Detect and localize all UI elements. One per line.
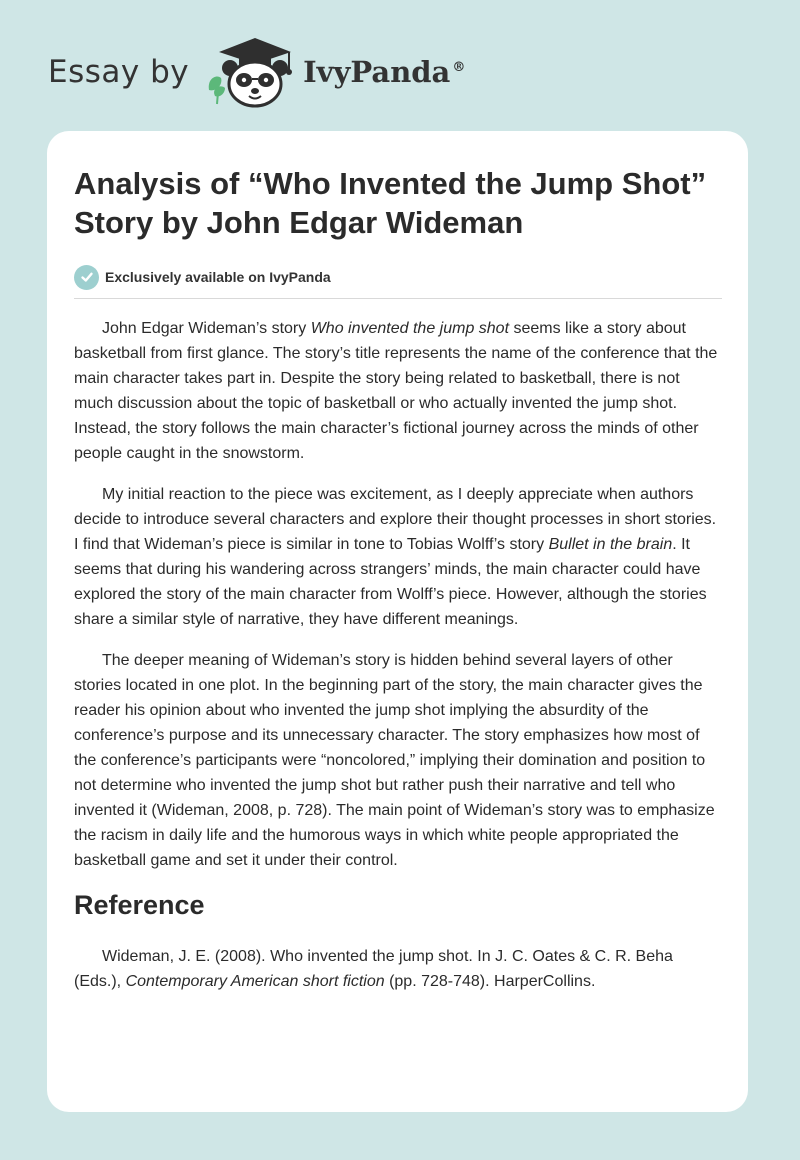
registered-mark: ® xyxy=(452,60,466,76)
title-divider xyxy=(74,298,722,299)
essay-body xyxy=(74,316,722,873)
check-circle-icon xyxy=(74,265,99,290)
body-paragraph: John Edgar Wideman’s story Who invented the jump shot seems like a story about basketball from first glance. The story’s title represents the name of the conference that the main character takes part in. Despite the story being related to basketball, there is not much discussion about the topic of basketball or who actually invented the jump shot. Instead, the story follows the main character’s fictional journey across the minds of other people caught in the snowstorm. xyxy=(74,320,718,462)
reference-entry: Wideman, J. E. (2008). Who invented the jump shot. In J. C. Oates & C. R. Beha (Eds.), Contemporary American short fiction (pp. 728-748). HarperCollins. xyxy=(74,948,673,990)
reference-heading: Reference xyxy=(74,890,205,920)
exclusive-badge-label: Exclusively available on IvyPanda xyxy=(105,269,331,285)
brand-name[interactable]: IvyPanda ® xyxy=(303,55,466,89)
panda-logo-icon[interactable] xyxy=(205,34,299,110)
essay-title: Analysis of “Who Invented the Jump Shot” Story by John Edgar Wideman xyxy=(74,166,707,240)
body-paragraph: My initial reaction to the piece was excitement, as I deeply appreciate when authors decide to introduce several characters and explore their thought processes in short stories. I find that Wideman’s piece is similar in tone to Tobias Wolff’s story Bullet in the brain. It seems that during his wandering across strangers’ minds, the main character could have explored the story of the main character from Wolff’s piece. However, although the stories share a similar style of narrative, they have different meanings. xyxy=(74,486,717,628)
body-paragraph: The deeper meaning of Wideman’s story is hidden behind several layers of other stories located in one plot. In the beginning part of the story, the main character gives the reader his opinion about who invented the jump shot implying the absurdity of the conference’s purpose and its unnecessary character. The story emphasizes how most of the conference’s participants were “noncolored,” implying their domination and position to not determine who invented the jump shot but rather push their narrative and tell who invented it (Wideman, 2008, p. 728). The main point of Wideman’s story was to emphasize the racism in daily life and the humorous ways in which white people appropriated the basketball game and set it under their control. xyxy=(74,652,715,869)
essay-card xyxy=(47,131,748,1112)
essay-content xyxy=(74,164,722,1010)
site-header xyxy=(48,34,465,110)
brand-prefix: Essay by xyxy=(48,54,190,90)
exclusive-badge xyxy=(74,264,722,290)
